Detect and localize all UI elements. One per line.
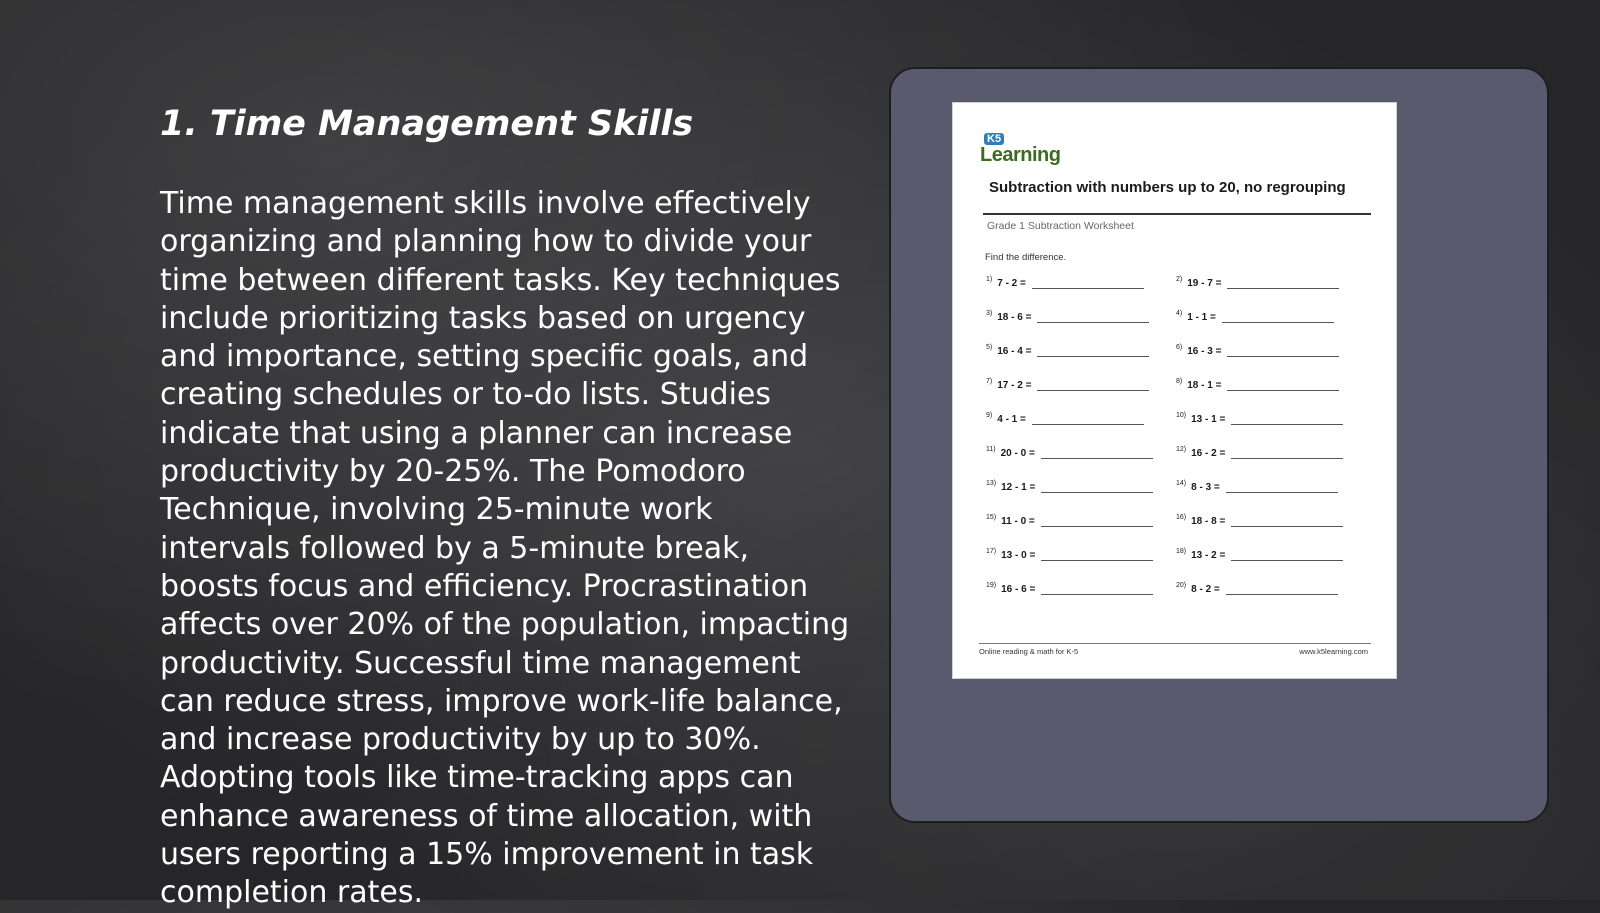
answer-blank	[1231, 457, 1343, 459]
answer-blank	[1227, 389, 1339, 391]
problem-item	[986, 305, 1176, 323]
answer-blank	[1231, 423, 1343, 425]
problem-number: 17)	[986, 548, 997, 555]
worksheet-footer-left: Online reading & math for K-5	[979, 647, 1079, 656]
problem-item	[986, 577, 1176, 595]
answer-blank	[1041, 593, 1153, 595]
problem-number: 9)	[986, 412, 993, 419]
worksheet-title: Subtraction with numbers up to 20, no regrouping	[989, 179, 1346, 196]
worksheet-instruction: Find the difference.	[985, 252, 1067, 263]
problem-equation: 16 - 3 =	[1187, 346, 1222, 357]
worksheet-subtitle: Grade 1 Subtraction Worksheet	[987, 220, 1134, 232]
problem-number: 6)	[1176, 344, 1183, 351]
problem-item	[986, 441, 1176, 459]
title-divider	[983, 213, 1371, 215]
answer-blank	[1032, 423, 1144, 425]
problem-equation: 20 - 0 =	[1000, 448, 1035, 459]
problem-equation: 7 - 2 =	[997, 278, 1026, 289]
answer-blank	[1041, 491, 1153, 493]
answer-blank	[1231, 525, 1343, 527]
problem-item	[986, 373, 1176, 391]
problem-number: 7)	[986, 378, 993, 385]
problem-item	[1176, 271, 1366, 289]
problem-equation: 11 - 0 =	[1001, 516, 1035, 527]
problem-number: 10)	[1176, 412, 1187, 419]
problem-item	[986, 509, 1176, 527]
problem-number: 15)	[986, 514, 997, 521]
problem-item	[986, 475, 1176, 493]
answer-blank	[1041, 457, 1153, 459]
logo-badge: K5	[984, 133, 1004, 145]
problem-number: 2)	[1176, 276, 1183, 283]
problem-item	[1176, 441, 1366, 459]
problem-equation: 17 - 2 =	[997, 380, 1032, 391]
answer-blank	[1222, 321, 1334, 323]
problem-number: 18)	[1176, 548, 1187, 555]
problem-number: 8)	[1176, 378, 1183, 385]
answer-blank	[1037, 355, 1149, 357]
problem-equation: 18 - 1 =	[1187, 380, 1222, 391]
problem-number: 14)	[1176, 480, 1187, 487]
problem-item	[1176, 475, 1366, 493]
problem-item	[1176, 373, 1366, 391]
answer-blank	[1037, 389, 1149, 391]
problem-number: 3)	[986, 310, 993, 317]
footer-divider	[979, 643, 1371, 644]
problem-item	[1176, 543, 1366, 561]
problem-equation: 8 - 3 =	[1191, 482, 1220, 493]
problem-item	[986, 543, 1176, 561]
k5-learning-logo	[980, 131, 1070, 167]
problem-equation: 19 - 7 =	[1187, 278, 1222, 289]
slide-body-text: Time management skills involve effectively organizing and planning how to divide your time between different tasks. Key techniques include prioritizing tasks based on urgency and importance, setting specific goals, and creating schedules or to-do lists. Studies indicate that using a planner can increase productivity by 20-25%. The Pomodoro Technique, involving 25-minute work intervals followed by a 5-minute break, boosts focus and efficiency. Procrastination affects over 20% of the population, impacting productivity. Successful time management can reduce stress, improve work-life balance, and increase productivity by up to 30%. Adopting tools like time-tracking apps can enhance awareness of time allocation, with users reporting a 15% improvement in task completion rates.	[160, 186, 850, 911]
problem-equation: 18 - 6 =	[997, 312, 1032, 323]
problem-item	[1176, 339, 1366, 357]
answer-blank	[1226, 593, 1338, 595]
problem-equation: 16 - 2 =	[1191, 448, 1226, 459]
problem-equation: 1 - 1 =	[1187, 312, 1216, 323]
problem-equation: 12 - 1 =	[1001, 482, 1036, 493]
problem-item	[1176, 305, 1366, 323]
slide-title: 1. Time Management Skills	[160, 104, 694, 144]
answer-blank	[1227, 287, 1339, 289]
answer-blank	[1032, 287, 1144, 289]
worksheet-footer-right: www.k5learning.com	[1299, 647, 1368, 656]
problem-number: 13)	[986, 480, 997, 487]
answer-blank	[1041, 559, 1153, 561]
problem-number: 19)	[986, 582, 997, 589]
problem-item	[986, 407, 1176, 425]
problem-equation: 16 - 4 =	[997, 346, 1032, 357]
logo-text: Learning	[980, 144, 1061, 166]
problem-number: 1)	[986, 276, 993, 283]
problem-equation: 18 - 8 =	[1191, 516, 1226, 527]
problem-equation: 13 - 0 =	[1001, 550, 1036, 561]
problem-item	[986, 271, 1176, 289]
problem-item	[1176, 509, 1366, 527]
problem-item	[1176, 577, 1366, 595]
problem-number: 16)	[1176, 514, 1187, 521]
problem-equation: 4 - 1 =	[997, 414, 1026, 425]
problem-equation: 8 - 2 =	[1191, 584, 1220, 595]
problem-number: 20)	[1176, 582, 1187, 589]
problem-number: 12)	[1176, 446, 1187, 453]
problem-item	[986, 339, 1176, 357]
worksheet-image	[952, 102, 1397, 679]
problem-number: 5)	[986, 344, 993, 351]
problem-grid	[986, 271, 1366, 595]
problem-number: 11)	[986, 446, 996, 453]
answer-blank	[1231, 559, 1343, 561]
answer-blank	[1226, 491, 1338, 493]
problem-item	[1176, 407, 1366, 425]
problem-equation: 13 - 2 =	[1191, 550, 1226, 561]
problem-number: 4)	[1176, 310, 1183, 317]
answer-blank	[1227, 355, 1339, 357]
answer-blank	[1037, 321, 1149, 323]
answer-blank	[1041, 525, 1153, 527]
problem-equation: 16 - 6 =	[1001, 584, 1036, 595]
problem-equation: 13 - 1 =	[1191, 414, 1226, 425]
